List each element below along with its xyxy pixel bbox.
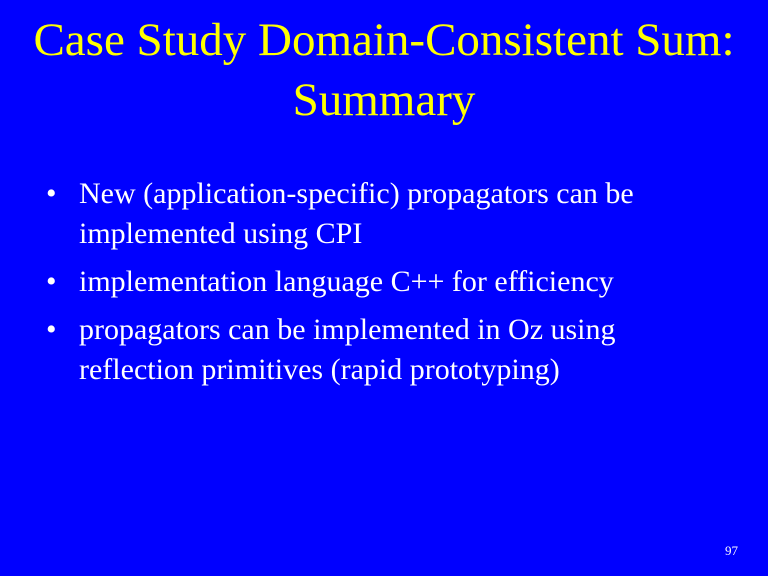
bullet-text-line: implemented using CPI bbox=[79, 217, 363, 250]
slide-title-line-2: Summary bbox=[292, 74, 476, 126]
bullet-list bbox=[46, 174, 756, 398]
bullet-item bbox=[46, 310, 756, 390]
bullet-item bbox=[46, 262, 756, 302]
slide-title bbox=[0, 10, 768, 130]
bullet-icon: • bbox=[46, 265, 57, 298]
page-number: 97 bbox=[725, 543, 738, 558]
bullet-text-line: implementation language C++ for efficiency bbox=[79, 265, 614, 298]
bullet-text-line: New (application-specific) propagators can be bbox=[79, 177, 634, 210]
slide-title-line-1: Case Study Domain-Consistent Sum: bbox=[33, 14, 735, 66]
bullet-icon: • bbox=[46, 177, 57, 210]
bullet-text-line: propagators can be implemented in Oz using bbox=[79, 313, 616, 346]
bullet-text-line: reflection primitives (rapid prototyping) bbox=[79, 353, 560, 386]
bullet-item bbox=[46, 174, 756, 254]
bullet-icon: • bbox=[46, 313, 57, 346]
